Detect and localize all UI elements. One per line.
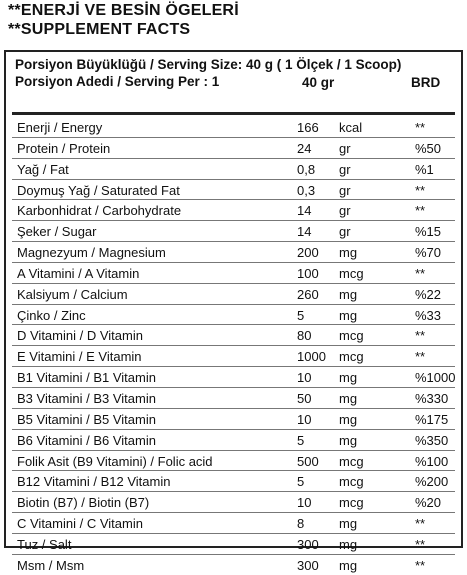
table-row: [12, 305, 455, 326]
title-english: **SUPPLEMENT FACTS: [8, 21, 191, 38]
nutrient-value: 300: [297, 557, 319, 573]
nutrient-value: 10: [297, 495, 312, 511]
nutrient-name: B6 Vitamini / B6 Vitamin: [17, 432, 156, 448]
nutrient-unit: mg: [339, 411, 358, 427]
nutrient-name: Enerji / Energy: [17, 120, 103, 135]
table-row: [12, 138, 455, 159]
table-row: [12, 534, 455, 555]
nutrient-name: Magnezyum / Magnesium: [17, 245, 166, 261]
nutrient-name: A Vitamini / A Vitamin: [17, 265, 140, 281]
nutrient-name: Doymuş Yağ / Saturated Fat: [17, 182, 180, 198]
nutrient-brd: **: [415, 328, 426, 344]
nutrient-brd: %330: [415, 390, 449, 406]
nutrient-name: Çinko / Zinc: [17, 307, 86, 323]
table-row: [12, 159, 455, 180]
nutrient-brd: %22: [415, 286, 442, 302]
nutrient-name: Biotin (B7) / Biotin (B7): [17, 495, 150, 511]
nutrient-brd: **: [415, 203, 426, 219]
nutrient-brd: %50: [415, 140, 442, 156]
nutrient-unit: mcg: [339, 349, 364, 365]
nutrient-value: 300: [297, 536, 319, 552]
nutrient-unit: mg: [339, 390, 358, 406]
nutrient-name: Msm / Msm: [17, 557, 85, 573]
table-row: [12, 492, 455, 513]
nutrient-value: 500: [297, 453, 319, 469]
nutrient-unit: mg: [339, 432, 358, 448]
nutrient-brd: %100: [415, 453, 449, 469]
nutrient-value: 260: [297, 286, 319, 302]
nutrient-value: 14: [297, 224, 312, 240]
nutrient-name: Folik Asit (B9 Vitamini) / Folic acid: [17, 453, 213, 469]
nutrient-table: [12, 117, 455, 575]
table-row: [12, 430, 455, 451]
nutrient-value: 5: [297, 432, 305, 448]
nutrient-value: 200: [297, 245, 319, 261]
nutrient-name: B3 Vitamini / B3 Vitamin: [17, 390, 156, 406]
nutrient-unit: gr: [339, 182, 351, 198]
nutrient-value: 50: [297, 390, 312, 406]
nutrient-unit: gr: [339, 161, 351, 177]
table-row: [12, 221, 455, 242]
supplement-facts-panel: [4, 50, 463, 573]
table-row: [12, 346, 455, 367]
brd-column-header: BRD: [411, 75, 441, 90]
nutrient-unit: mg: [339, 245, 358, 261]
nutrient-brd: %15: [415, 224, 442, 240]
nutrient-value: 80: [297, 328, 312, 344]
nutrient-value: 0,8: [297, 161, 316, 177]
nutrient-brd: %20: [415, 495, 442, 511]
nutrient-unit: mcg: [339, 474, 364, 490]
table-row: [12, 388, 455, 409]
table-row: [12, 263, 455, 284]
nutrient-brd: **: [415, 516, 426, 532]
nutrient-name: Protein / Protein: [17, 140, 111, 156]
nutrient-name: Yağ / Fat: [17, 161, 69, 177]
nutrient-brd: **: [415, 182, 426, 198]
table-row: [12, 180, 455, 201]
nutrient-value: 8: [297, 516, 305, 532]
nutrient-unit: mg: [339, 307, 358, 323]
nutrient-unit: mg: [339, 516, 358, 532]
nutrient-value: 0,3: [297, 182, 316, 198]
nutrient-unit: mg: [339, 286, 358, 302]
nutrient-unit: mcg: [339, 453, 364, 469]
table-row: [12, 555, 455, 575]
nutrient-name: Kalsiyum / Calcium: [17, 286, 128, 302]
title-turkish: **ENERJİ VE BESİN ÖGELERİ: [8, 2, 239, 19]
nutrient-unit: gr: [339, 224, 351, 240]
nutrient-value: 24: [297, 140, 312, 156]
nutrient-brd: %1: [415, 161, 434, 177]
serving-size: Porsiyon Büyüklüğü / Serving Size: 40 g ( 1 Ölçek / 1 Scoop): [15, 57, 402, 72]
table-row: [12, 325, 455, 346]
table-row: [12, 284, 455, 305]
nutrient-value: 10: [297, 370, 312, 386]
nutrient-value: 14: [297, 203, 312, 219]
nutrient-name: D Vitamini / D Vitamin: [17, 328, 143, 344]
nutrient-unit: mcg: [339, 328, 364, 344]
serving-per: Porsiyon Adedi / Serving Per : 1: [15, 74, 220, 89]
nutrient-unit: mg: [339, 370, 358, 386]
nutrient-unit: gr: [339, 140, 351, 156]
nutrient-brd: **: [415, 536, 426, 552]
nutrient-unit: gr: [339, 203, 351, 219]
nutrient-value: 1000: [297, 349, 326, 365]
nutrient-brd: %175: [415, 411, 449, 427]
nutrient-name: E Vitamini / E Vitamin: [17, 349, 142, 365]
nutrient-value: 5: [297, 307, 305, 323]
amount-column-header: 40 gr: [302, 75, 335, 90]
table-row: [12, 451, 455, 472]
nutrient-brd: **: [415, 349, 426, 365]
table-row: [12, 513, 455, 534]
nutrient-name: Şeker / Sugar: [17, 224, 97, 240]
nutrient-brd: %200: [415, 474, 449, 490]
nutrient-name: C Vitamini / C Vitamin: [17, 516, 143, 532]
nutrient-unit: mcg: [339, 265, 364, 281]
nutrient-brd: **: [415, 120, 426, 135]
nutrient-value: 5: [297, 474, 305, 490]
nutrient-brd: **: [415, 557, 426, 573]
nutrient-brd: **: [415, 265, 426, 281]
nutrient-unit: mcg: [339, 495, 364, 511]
nutrient-brd: %33: [415, 307, 442, 323]
nutrient-unit: kcal: [339, 120, 363, 135]
nutrient-unit: mg: [339, 536, 358, 552]
header-divider: [12, 112, 455, 115]
table-row: [12, 200, 455, 221]
table-row: [12, 471, 455, 492]
nutrient-name: Tuz / Salt: [17, 536, 72, 552]
nutrient-name: B12 Vitamini / B12 Vitamin: [17, 474, 171, 490]
nutrient-brd: %350: [415, 432, 449, 448]
table-row: [12, 409, 455, 430]
table-row: [12, 367, 455, 388]
nutrient-brd: %70: [415, 245, 442, 261]
nutrient-unit: mg: [339, 557, 358, 573]
nutrient-name: Karbonhidrat / Carbohydrate: [17, 203, 182, 219]
nutrient-name: B5 Vitamini / B5 Vitamin: [17, 411, 156, 427]
nutrient-brd: %1000: [415, 370, 456, 386]
table-row: [12, 242, 455, 263]
nutrient-value: 10: [297, 411, 312, 427]
table-row: [12, 117, 455, 138]
nutrient-name: B1 Vitamini / B1 Vitamin: [17, 370, 156, 386]
nutrient-value: 166: [297, 120, 319, 135]
nutrient-value: 100: [297, 265, 319, 281]
